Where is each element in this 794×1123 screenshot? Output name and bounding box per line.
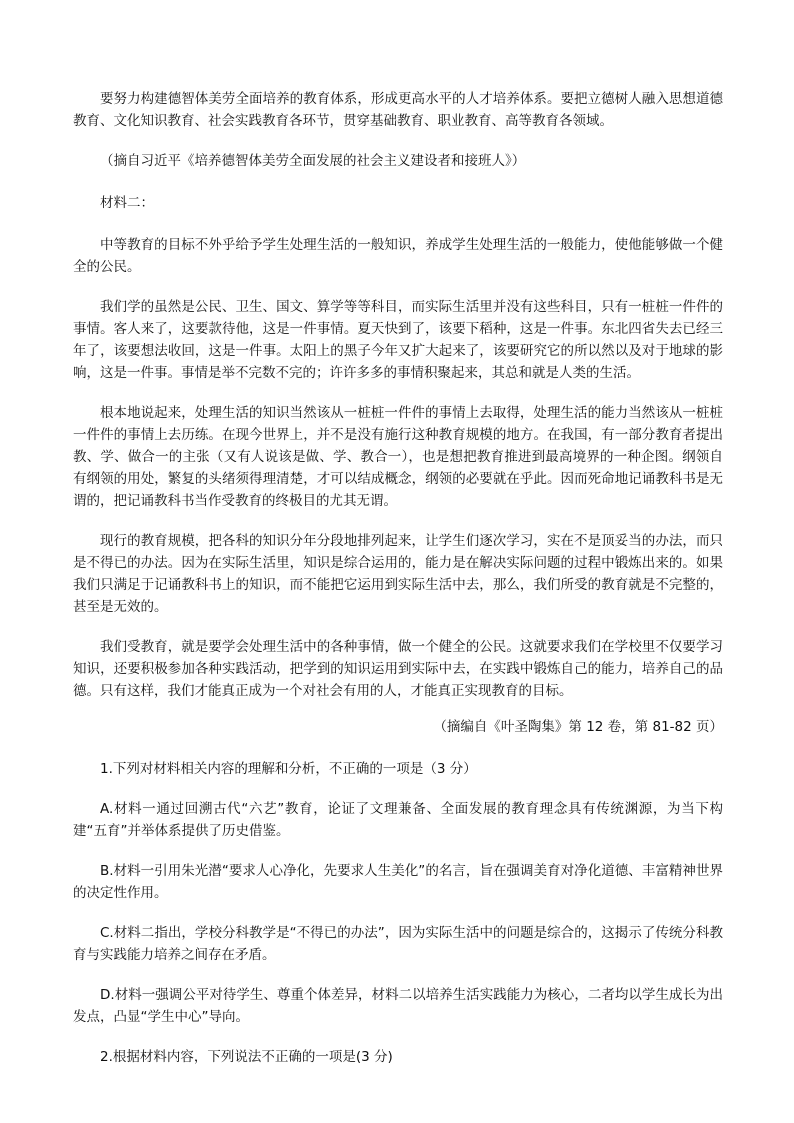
question1-option-a: A.材料一通过回溯古代“六艺”教育，论证了文理兼备、全面发展的教育理念具有传统渊源，为当下构建“五育”并举体系提供了历史借鉴。 bbox=[73, 801, 723, 839]
material2-paragraph: 现行的教育规模，把各科的知识分年分段地排列起来，让学生们逐次学习，实在不是顶妥当的办法，而只是不得已的办法。因为在实际生活里，知识是综合运用的，能力是在解决实际问题的过程中锻炼出来的。如果我们只满足于记诵教科书上的知识，而不能把它运用到实际生活中去，那么，我们所受的教育就是不完整的，甚至是无效的。 bbox=[73, 533, 723, 615]
material2-paragraph: 我们受教育，就是要学会处理生活中的各种事情，做一个健全的公民。这就要求我们在学校里不仅要学习知识，还要积极参加各种实践活动，把学到的知识运用到实际中去，在实践中锻炼自己的能力，培养自己的品德。只有这样，我们才能真正成为一个对社会有用的人，才能真正实现教育的目标。 bbox=[73, 639, 723, 699]
document-page bbox=[73, 88, 723, 1086]
material1-closing-paragraph: 要努力构建德智体美劳全面培养的教育体系，形成更高水平的人才培养体系。要把立德树人融入思想道德教育、文化知识教育、社会实践教育各环节，贯穿基础教育、职业教育、高等教育各领域。 bbox=[73, 91, 723, 129]
material2-paragraph: 根本地说起来，处理生活的知识当然该从一桩桩一件件的事情上去取得，处理生活的能力当然该从一桩桩一件件的事情上去历练。在现今世界上，并不是没有施行这种教育规模的地方。在我国，有一部分教育者提出教、学、做合一的主张（又有人说该是做、学、教合一），也是想把教育推进到最高境界的一种企图。纲领自有纲领的用处，繁复的头绪须得理清楚，才可以结成概念，纲领的必要就在乎此。因而死命地记诵教科书是无谓的，把记诵教科书当作受教育的终极目的尤其无谓。 bbox=[73, 405, 723, 509]
question1-option-b: B.材料一引用朱光潜“要求人心净化，先要求人生美化”的名言，旨在强调美育对净化道德、丰富精神世界的决定性作用。 bbox=[73, 863, 723, 901]
question1-option-d: D.材料一强调公平对待学生、尊重个体差异，材料二以培养生活实践能力为核心，二者均以学生成长为出发点，凸显“学生中心”导向。 bbox=[73, 987, 723, 1025]
material1-source: （摘自习近平《培养德智体美劳全面发展的社会主义建设者和接班人》） bbox=[100, 153, 526, 169]
question2-stem: 2.根据材料内容，下列说法不正确的一项是(3 分) bbox=[100, 1049, 393, 1065]
material2-label: 材料二： bbox=[100, 195, 154, 211]
material2-source: （摘编自《叶圣陶集》第 12 卷，第 81-82 页） bbox=[433, 719, 723, 735]
question1-stem: 1.下列对材料相关内容的理解和分析，不正确的一项是（3 分） bbox=[100, 761, 477, 777]
question1-option-c: C.材料二指出，学校分科教学是“不得已的办法”，因为实际生活中的问题是综合的，这揭示了传统分科教育与实践能力培养之间存在矛盾。 bbox=[73, 925, 723, 963]
material2-paragraph: 中等教育的目标不外乎给予学生处理生活的一般知识，养成学生处理生活的一般能力，使他能够做一个健全的公民。 bbox=[73, 237, 723, 275]
material2-paragraph: 我们学的虽然是公民、卫生、国文、算学等等科目，而实际生活里并没有这些科目，只有一桩桩一件件的事情。客人来了，这要款待他，这是一件事情。夏天快到了，该要下稻种，这是一件事。东北四省失去已经三年了，该要想法收回，这是一件事。太阳上的黑子今年又扩大起来了，该要研究它的所以然以及对于地球的影响，这是一件事。事情是举不完数不完的；许许多多的事情积聚起来，其总和就是人类的生活。 bbox=[73, 299, 723, 381]
